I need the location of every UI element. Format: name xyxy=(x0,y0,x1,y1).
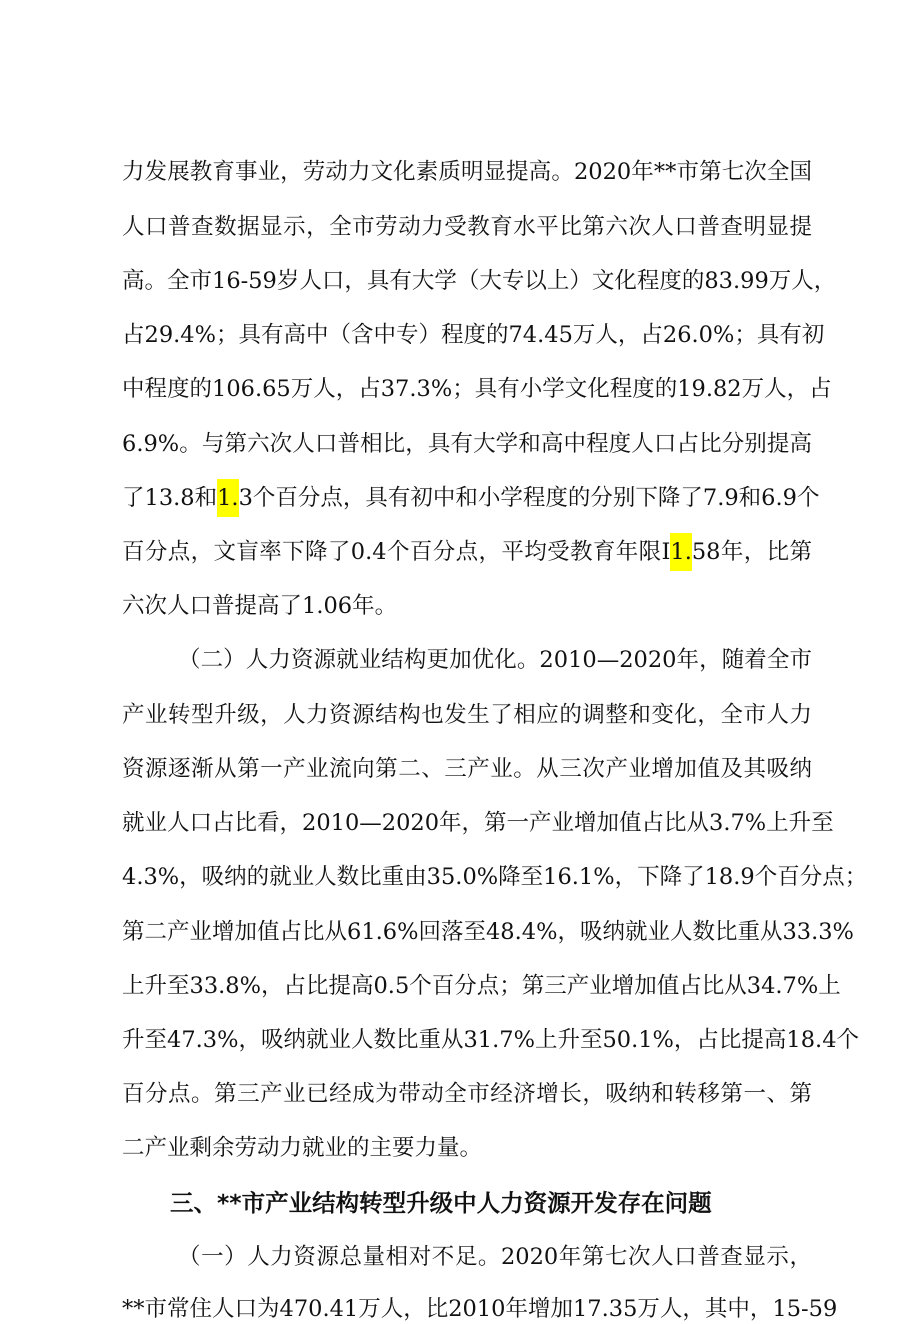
paragraph-line xyxy=(122,483,820,513)
paragraph-line: （一）人力资源总量相对不足。2020年第七次人口普查显示， xyxy=(178,1244,812,1270)
paragraph-line: **市常住人口为470.41万人，比2010年增加17.35万人，其中，15-59 xyxy=(122,1296,838,1322)
highlighted-text: 1. xyxy=(217,479,238,517)
line-text: 58年，比第 xyxy=(691,539,813,565)
paragraph-line: 上升至33.8%，占比提高0.5个百分点；第三产业增加值占比从34.7%上 xyxy=(122,973,841,999)
paragraph-line: 第二产业增加值占比从61.6%回落至48.4%，吸纳就业人数比重从33.3% xyxy=(122,919,854,945)
line-text: 3个百分点，具有初中和小学程度的分别下降了7.9和6.9个 xyxy=(238,485,820,511)
paragraph-line: 六次人口普提高了1.06年。 xyxy=(122,593,398,619)
paragraph-line xyxy=(122,537,812,567)
highlighted-text: 1. xyxy=(670,533,691,571)
paragraph-line: 6.9%。与第六次人口普相比，具有大学和高中程度人口占比分别提高 xyxy=(122,431,812,457)
paragraph-line: 4.3%，吸纳的就业人数比重由35.0%降至16.1%，下降了18.9个百分点； xyxy=(122,864,868,890)
paragraph-line: 百分点。第三产业已经成为带动全市经济增长，吸纳和转移第一、第 xyxy=(122,1081,812,1107)
paragraph-line: 产业转型升级，人力资源结构也发生了相应的调整和变化，全市人力 xyxy=(122,702,812,728)
paragraph-line: 升至47.3%，吸纳就业人数比重从31.7%上升至50.1%，占比提高18.4个 xyxy=(122,1027,860,1053)
line-text: 百分点，文盲率下降了0.4个百分点，平均受教育年限I xyxy=(122,539,671,565)
paragraph-line: 占29.4%；具有高中（含中专）程度的74.45万人，占26.0%；具有初 xyxy=(122,322,825,348)
paragraph-line: （二）人力资源就业结构更加优化。2010—2020年，随着全市 xyxy=(178,647,812,673)
paragraph-line: 人口普查数据显示，全市劳动力受教育水平比第六次人口普查明显提 xyxy=(122,214,812,240)
section-heading: 三、**市产业结构转型升级中人力资源开发存在问题 xyxy=(170,1189,712,1217)
paragraph-line: 中程度的106.65万人，占37.3%；具有小学文化程度的19.82万人，占 xyxy=(122,376,832,402)
paragraph-line: 二产业剩余劳动力就业的主要力量。 xyxy=(122,1135,483,1161)
line-text: 了13.8和 xyxy=(122,485,218,511)
paragraph-line: 就业人口占比看，2010—2020年，第一产业增加值占比从3.7%上升至 xyxy=(122,810,834,836)
paragraph-line: 高。全市16-59岁人口，具有大学（大专以上）文化程度的83.99万人， xyxy=(122,268,837,294)
paragraph-line: 力发展教育事业，劳动力文化素质明显提高。2020年**市第七次全国 xyxy=(122,159,812,185)
paragraph-line: 资源逐渐从第一产业流向第二、三产业。从三次产业增加值及其吸纳 xyxy=(122,756,812,782)
